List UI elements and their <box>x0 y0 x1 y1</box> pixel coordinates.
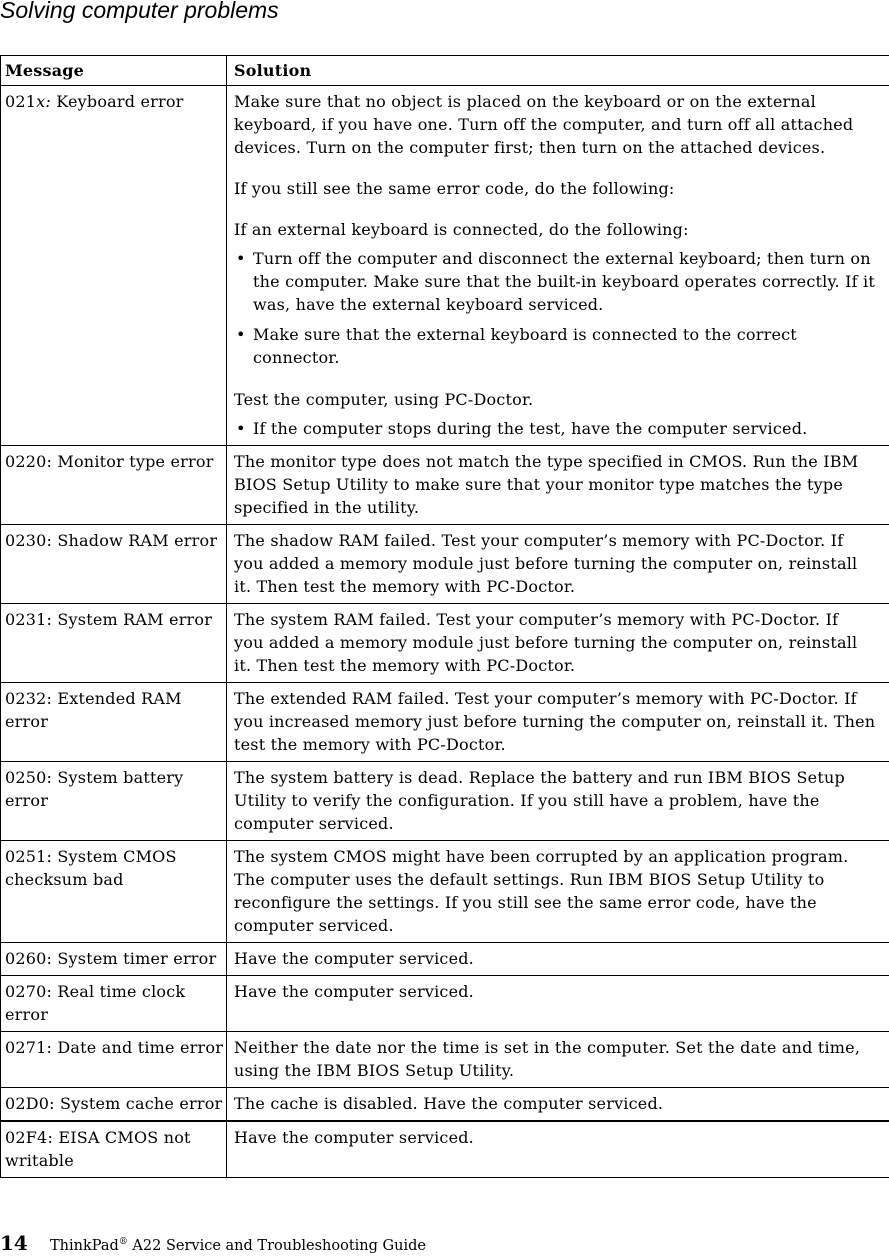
message-cell <box>1 1121 227 1178</box>
solution-cell <box>227 1121 889 1178</box>
page-footer <box>0 1231 426 1255</box>
message-cell <box>1 1088 227 1122</box>
bullet-marker: • <box>236 247 246 270</box>
message-column-header: Message <box>1 56 227 86</box>
page-number: 14 <box>0 1231 50 1255</box>
error-message-table <box>0 55 889 1178</box>
solution-line: Test the computer, using PC-Doctor. <box>234 388 887 411</box>
table-row <box>1 1032 889 1088</box>
table-header-row <box>1 56 889 86</box>
table-row <box>1 841 889 943</box>
table-row <box>1 943 889 976</box>
solution-line: using the IBM BIOS Setup Utility. <box>234 1059 887 1082</box>
solution-line: computer serviced. <box>234 812 887 835</box>
message-line: 02F4: EISA CMOS not <box>5 1126 224 1149</box>
registered-mark: ® <box>119 1237 128 1247</box>
message-line: 0250: System battery <box>5 766 224 789</box>
solution-line: connector. <box>253 346 887 369</box>
solution-cell <box>227 683 889 762</box>
error-code-variable: x: <box>36 92 51 111</box>
message-line: error <box>5 789 224 812</box>
solution-paragraph <box>234 218 887 241</box>
message-line: error <box>5 710 224 733</box>
solution-line: Neither the date nor the time is set in the computer. Set the date and time, <box>234 1036 887 1059</box>
book-title-rest: A22 Service and Troubleshooting Guide <box>128 1238 426 1254</box>
solution-line: The system battery is dead. Replace the battery and run IBM BIOS Setup <box>234 766 887 789</box>
solution-line: The system RAM failed. Test your computer’s memory with PC-Doctor. If <box>234 608 887 631</box>
solution-line: you added a memory module just before turning the computer on, reinstall <box>234 631 887 654</box>
message-cell <box>1 86 227 446</box>
message-cell <box>1 976 227 1032</box>
solution-cell <box>227 762 889 841</box>
bullet-item <box>234 417 887 440</box>
solution-line: If an external keyboard is connected, do the following: <box>234 218 887 241</box>
solution-cell <box>227 86 889 446</box>
bullet-marker: • <box>236 417 246 440</box>
solution-cell <box>227 1088 889 1122</box>
message-line: 0251: System CMOS <box>5 845 224 868</box>
solution-line: the computer. Make sure that the built-in keyboard operates correctly. If it <box>253 270 887 293</box>
solution-line: devices. Turn on the computer first; then turn on the attached devices. <box>234 136 887 159</box>
solution-cell <box>227 841 889 943</box>
solution-column-header: Solution <box>227 56 889 86</box>
message-line <box>5 90 224 113</box>
message-line: error <box>5 1003 224 1026</box>
message-line: 0231: System RAM error <box>5 608 224 631</box>
solution-line: If the computer stops during the test, have the computer serviced. <box>253 417 887 440</box>
solution-line: The shadow RAM failed. Test your computer’s memory with PC-Doctor. If <box>234 529 887 552</box>
solution-line: Utility to verify the configuration. If you still have a problem, have the <box>234 789 887 812</box>
solution-line: Make sure that the external keyboard is connected to the correct <box>253 323 887 346</box>
message-cell <box>1 604 227 683</box>
running-head: Solving computer problems <box>0 0 279 22</box>
solution-cell <box>227 976 889 1032</box>
solution-line: it. Then test the memory with PC-Doctor. <box>234 575 887 598</box>
solution-line: test the memory with PC-Doctor. <box>234 733 887 756</box>
solution-line: The cache is disabled. Have the computer serviced. <box>234 1092 887 1115</box>
solution-line: Have the computer serviced. <box>234 947 887 970</box>
book-title-brand: ThinkPad <box>50 1238 119 1254</box>
solution-paragraph <box>234 177 887 200</box>
table-row <box>1 683 889 762</box>
solution-line: If you still see the same error code, do the following: <box>234 177 887 200</box>
solution-line: specified in the utility. <box>234 496 887 519</box>
message-line: 0270: Real time clock <box>5 980 224 1003</box>
solution-cell <box>227 943 889 976</box>
bullet-item <box>234 247 887 316</box>
message-line: 0271: Date and time error <box>5 1036 224 1059</box>
solution-line: Turn off the computer and disconnect the external keyboard; then turn on <box>253 247 887 270</box>
solution-cell <box>227 446 889 525</box>
message-line: 0260: System timer error <box>5 947 224 970</box>
error-label: Keyboard error <box>51 92 184 111</box>
solution-line: keyboard, if you have one. Turn off the computer, and turn off all attached <box>234 113 887 136</box>
solution-paragraph <box>234 90 887 159</box>
table-row <box>1 446 889 525</box>
table-row <box>1 976 889 1032</box>
solution-line: The monitor type does not match the type specified in CMOS. Run the IBM <box>234 450 887 473</box>
solution-line: The system CMOS might have been corrupted by an application program. <box>234 845 887 868</box>
message-cell <box>1 446 227 525</box>
solution-line: Have the computer serviced. <box>234 1126 887 1149</box>
table-row <box>1 604 889 683</box>
solution-paragraph <box>234 388 887 411</box>
table-row <box>1 762 889 841</box>
message-line: 0232: Extended RAM <box>5 687 224 710</box>
solution-line: BIOS Setup Utility to make sure that your monitor type matches the type <box>234 473 887 496</box>
bullet-marker: • <box>236 323 246 346</box>
solution-line: you increased memory just before turning the computer on, reinstall it. Then <box>234 710 887 733</box>
message-cell <box>1 762 227 841</box>
solution-line: The extended RAM failed. Test your computer’s memory with PC-Doctor. If <box>234 687 887 710</box>
message-cell <box>1 841 227 943</box>
solution-line: it. Then test the memory with PC-Doctor. <box>234 654 887 677</box>
solution-line: reconfigure the settings. If you still see the same error code, have the <box>234 891 887 914</box>
book-title <box>50 1234 426 1258</box>
solution-line: The computer uses the default settings. Run IBM BIOS Setup Utility to <box>234 868 887 891</box>
solution-line: computer serviced. <box>234 914 887 937</box>
solution-line: Have the computer serviced. <box>234 980 887 1003</box>
message-line: 0220: Monitor type error <box>5 450 224 473</box>
table-row <box>1 1088 889 1122</box>
message-line: 02D0: System cache error <box>5 1092 224 1115</box>
error-code: 021 <box>5 92 36 111</box>
solution-cell <box>227 604 889 683</box>
solution-cell <box>227 1032 889 1088</box>
table-row <box>1 86 889 446</box>
message-line: writable <box>5 1149 224 1172</box>
message-cell <box>1 1032 227 1088</box>
message-cell <box>1 525 227 604</box>
solution-cell <box>227 525 889 604</box>
message-cell <box>1 683 227 762</box>
message-line: checksum bad <box>5 868 224 891</box>
message-line: 0230: Shadow RAM error <box>5 529 224 552</box>
solution-line: Make sure that no object is placed on the keyboard or on the external <box>234 90 887 113</box>
bullet-item <box>234 323 887 369</box>
message-cell <box>1 943 227 976</box>
table-row <box>1 1121 889 1178</box>
solution-line: you added a memory module just before turning the computer on, reinstall <box>234 552 887 575</box>
solution-line: was, have the external keyboard serviced. <box>253 293 887 316</box>
table-row <box>1 525 889 604</box>
